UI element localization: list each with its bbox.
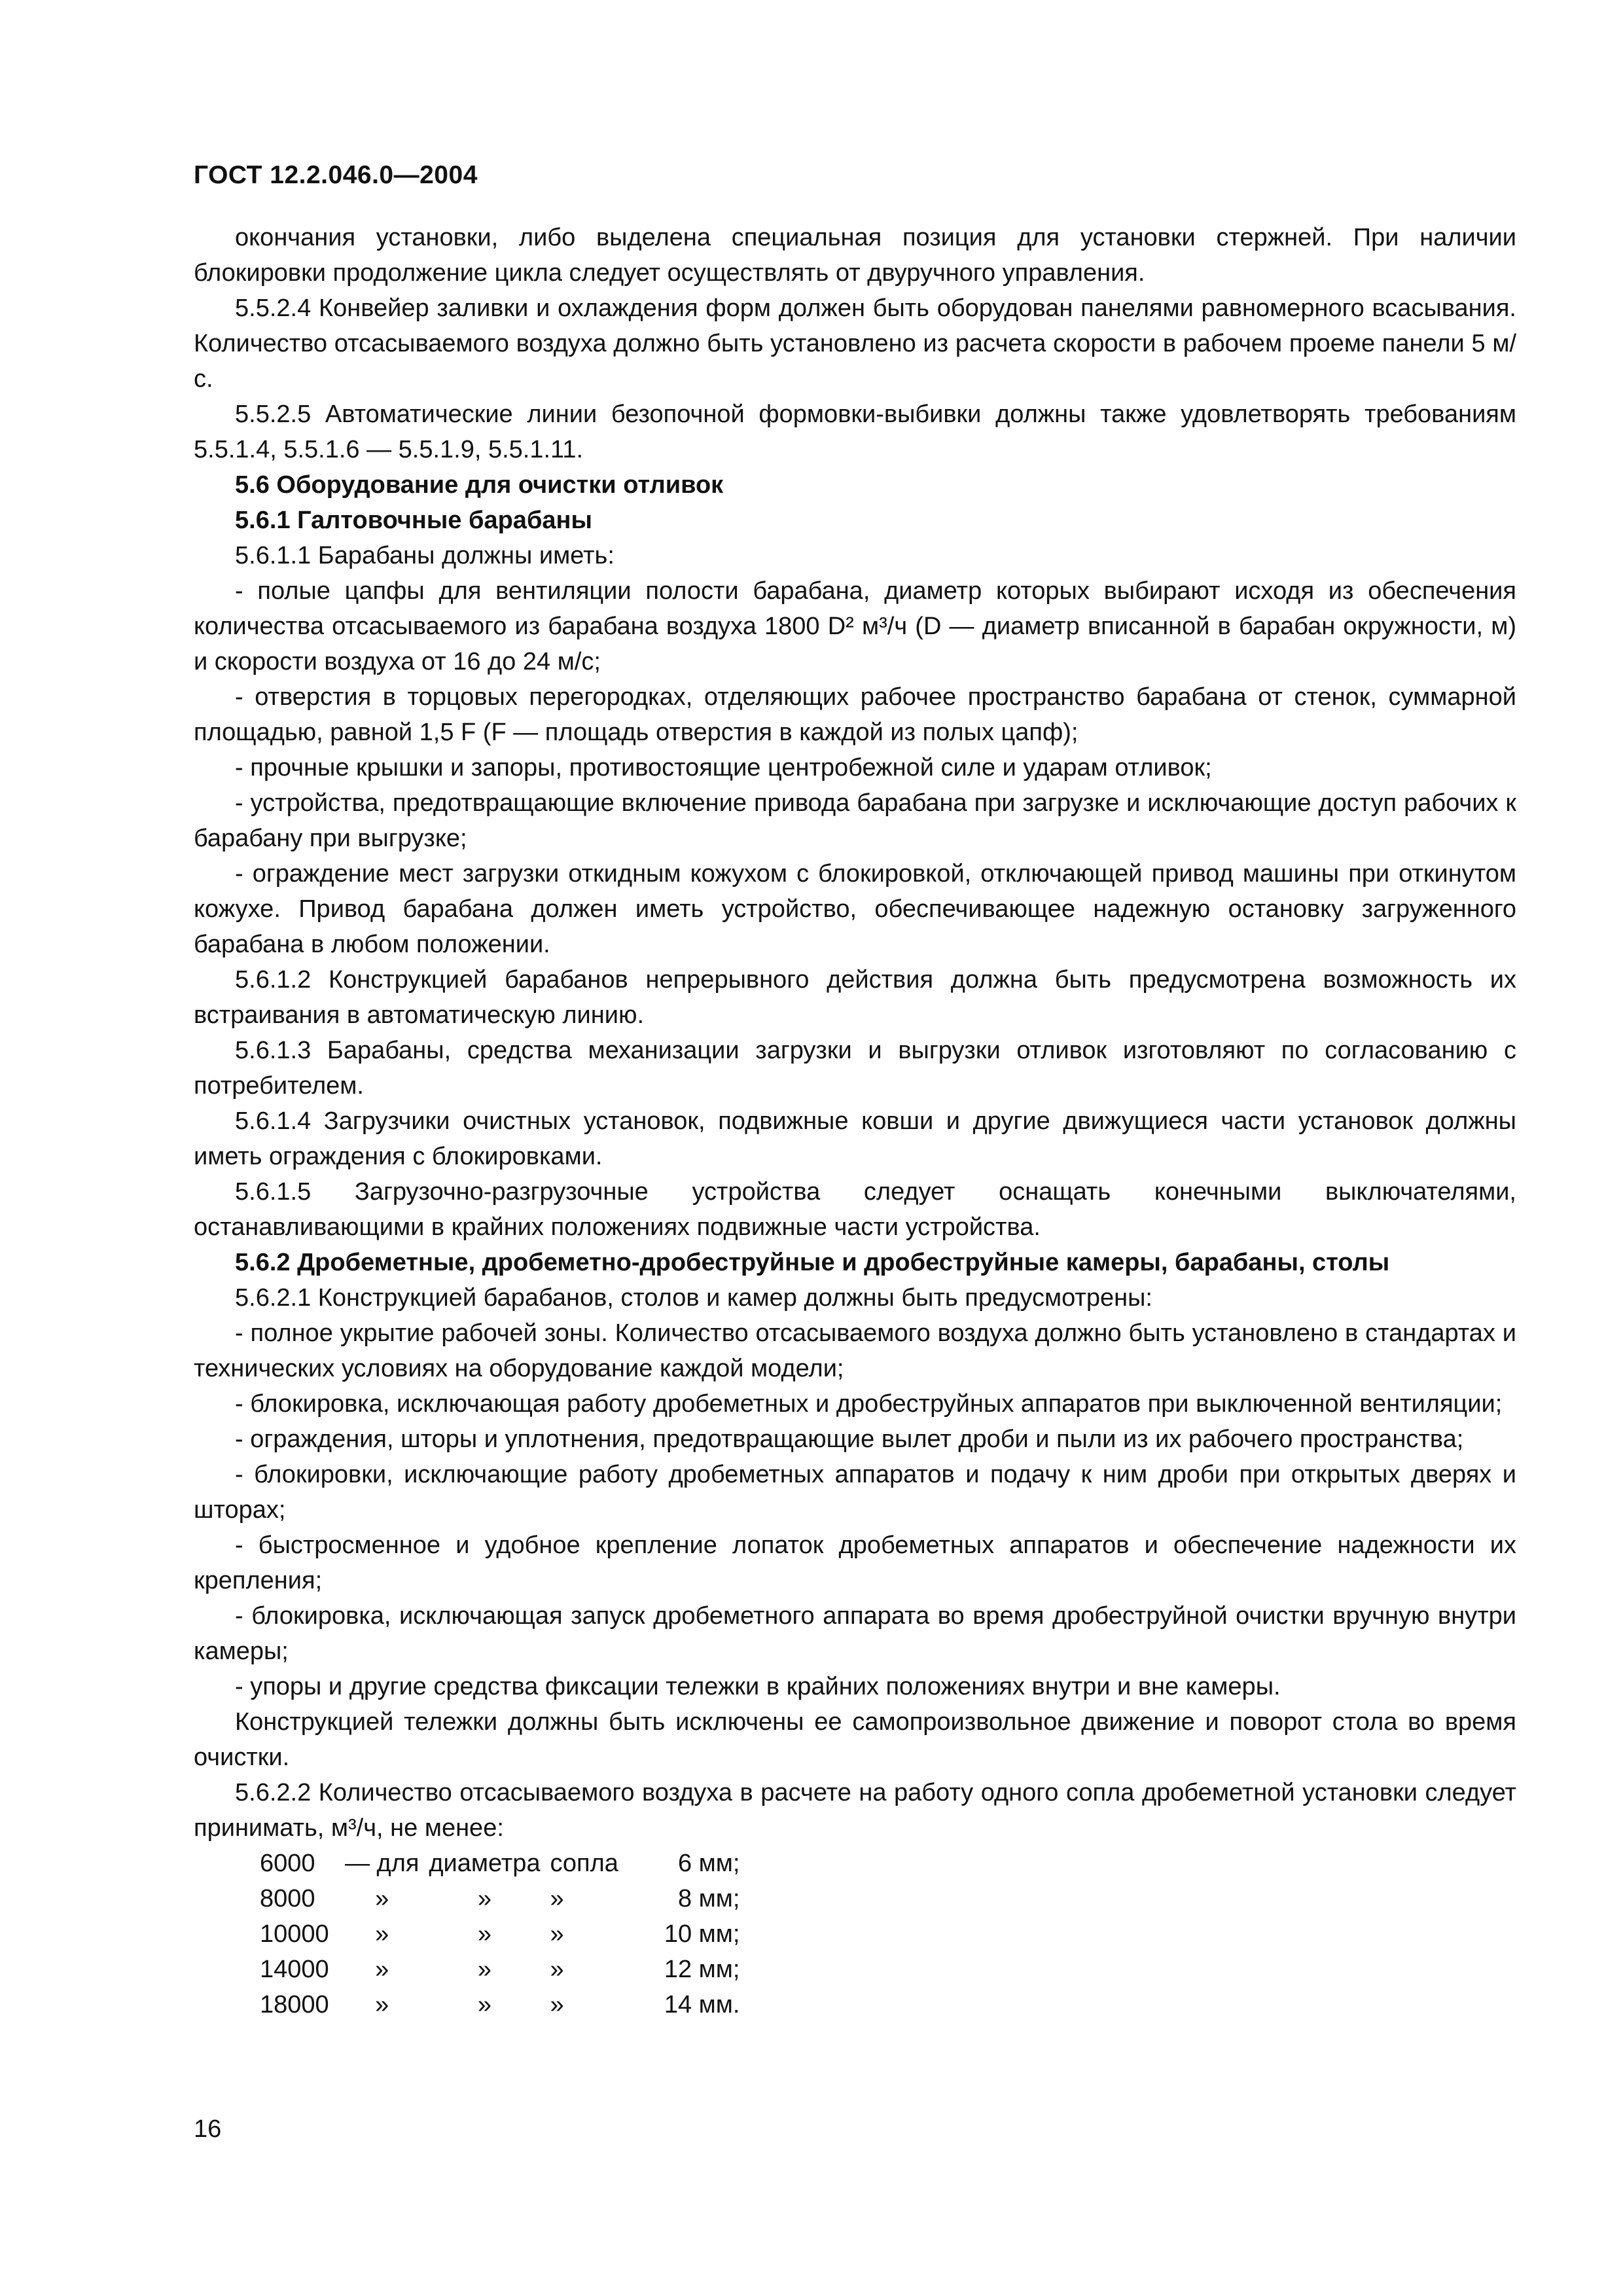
list-item: - устройства, предотвращающие включение привода барабана при загрузке и исключающие доступ рабочих к барабану при выгрузке; (194, 789, 1516, 852)
air-volume-table (260, 1846, 740, 2022)
paragraph-5-6-1-1: 5.6.1.1 Барабаны должны иметь: (235, 542, 615, 569)
paragraph-5-5-2-4: 5.5.2.4 Конвейер заливки и охлаждения форм должен быть оборудован панелями равномерного всасывания. Количество отсасываемого воздуха должно быть установлено из расчета скорости в рабочем проеме панели 5 м/с. (194, 295, 1516, 393)
table-cell: 18000 (260, 1991, 329, 2018)
list-item: - полые цапфы для вентиляции полости барабана, диаметр которых выбирают исходя из обеспечения количества отсасываемого из барабана воздуха 1800 D² м³/ч (D — диаметр вписанной в барабан окружности, м) и скорости воздуха от 16 до 24 м/с; (194, 577, 1516, 675)
table-cell: 6 мм; (677, 1850, 740, 1877)
table-cell: » (550, 1920, 564, 1948)
table-cell: » (550, 1885, 564, 1912)
paragraph-continuation: окончания установки, либо выделена специальная позиция для установки стержней. При наличии блокировки продолжение цикла следует осуществлять от двуручного управления. (194, 224, 1516, 287)
table-cell: диаметра (429, 1850, 541, 1877)
list-item: - блокировки, исключающие работу дробеметных аппаратов и подачу к ним дроби при открытых дверях и шторах; (194, 1461, 1516, 1524)
table-cell: 10 мм; (664, 1920, 740, 1948)
subsection-heading-5-6-1: 5.6.1 Галтовочные барабаны (235, 507, 592, 534)
table-cell: » (375, 1956, 389, 1983)
table-cell: » (550, 1991, 564, 2018)
list-item: - полное укрытие рабочей зоны. Количество отсасываемого воздуха должно быть установлено в стандартах и технических условиях на оборудование каждой модели; (194, 1319, 1516, 1382)
table-cell: » (477, 1991, 492, 2018)
table-cell: » (477, 1956, 492, 1983)
table-cell: 14000 (260, 1956, 329, 1983)
table-row (260, 1881, 740, 1916)
document-header: ГОСТ 12.2.046.0—2004 (194, 161, 478, 189)
list-item: - блокировка, исключающая работу дробеметных и дробеструйных аппаратов при выключенной вентиляции; (235, 1390, 1503, 1418)
page-number: 16 (194, 2115, 222, 2143)
table-cell: 10000 (260, 1920, 329, 1948)
table-row (260, 1916, 740, 1952)
paragraph-trolley: Конструкцией тележки должны быть исключены ее самопроизвольное движение и поворот стола во время очистки. (194, 1708, 1516, 1771)
table-cell: » (477, 1885, 492, 1912)
table-cell: » (375, 1885, 389, 1912)
list-item: - блокировка, исключающая запуск дробеметного аппарата во время дробеструйной очистки вручную внутри камеры; (194, 1602, 1516, 1665)
list-item: - отверстия в торцовых перегородках, отделяющих рабочее пространство барабана от стенок, суммарной площадью, равной 1,5 F (F — площадь отверстия в каждой из полых цапф); (194, 683, 1516, 746)
list-item: - ограждения, шторы и уплотнения, предотвращающие вылет дроби и пыли из их рабочего пространства; (235, 1426, 1464, 1453)
paragraph-5-6-1-4: 5.6.1.4 Загрузчики очистных установок, подвижные ковши и другие движущиеся части установок должны иметь ограждения с блокировками. (194, 1107, 1516, 1170)
list-item: - прочные крышки и запоры, противостоящие центробежной силе и ударам отливок; (235, 754, 1212, 781)
table-cell: » (550, 1956, 564, 1983)
paragraph-5-6-1-3: 5.6.1.3 Барабаны, средства механизации загрузки и выгрузки отливок изготовляют по согласованию с потребителем. (194, 1037, 1516, 1100)
table-cell: 8 мм; (677, 1885, 740, 1912)
section-heading-5-6: 5.6 Оборудование для очистки отливок (235, 471, 724, 499)
table-cell: 8000 (260, 1885, 315, 1912)
subsection-heading-5-6-2: 5.6.2 Дробеметные, дробеметно-дробеструйные и дробеструйные камеры, барабаны, столы (235, 1249, 1390, 1276)
table-cell: сопла (550, 1850, 618, 1877)
paragraph-5-6-2-2: 5.6.2.2 Количество отсасываемого воздуха в расчете на работу одного сопла дробеметной установки следует принимать, м³/ч, не менее: (194, 1779, 1516, 1842)
document-body (194, 220, 1516, 2022)
paragraph-5-6-1-2: 5.6.1.2 Конструкцией барабанов непрерывного действия должна быть предусмотрена возможность их встраивания в автоматическую линию. (194, 966, 1516, 1029)
table-row (260, 1952, 740, 1987)
table-cell: 12 мм; (664, 1956, 740, 1983)
table-cell: 6000 (260, 1850, 315, 1877)
list-item: - быстросменное и удобное крепление лопаток дробеметных аппаратов и обеспечение надежности их крепления; (194, 1532, 1516, 1594)
table-cell: 14 мм. (664, 1991, 740, 2018)
table-cell: — для (345, 1850, 419, 1877)
list-item: - ограждение мест загрузки откидным кожухом с блокировкой, отключающей привод машины при откинутом кожухе. Привод барабана должен иметь устройство, обеспечивающее надежную остановку загруженного барабана в любом положении. (194, 860, 1516, 958)
list-item: - упоры и другие средства фиксации тележки в крайних положениях внутри и вне камеры. (235, 1673, 1281, 1700)
paragraph-5-6-1-5: 5.6.1.5 Загрузочно-разгрузочные устройства следует оснащать конечными выключателями, останавливающими в крайних положениях подвижные части устройства. (194, 1178, 1516, 1241)
table-cell: » (375, 1991, 389, 2018)
table-row (260, 1987, 740, 2022)
table-cell: » (477, 1920, 492, 1948)
paragraph-5-6-2-1: 5.6.2.1 Конструкцией барабанов, столов и камер должны быть предусмотрены: (235, 1284, 1152, 1312)
table-row (260, 1846, 740, 1881)
table-cell: » (375, 1920, 389, 1948)
paragraph-5-5-2-5: 5.5.2.5 Автоматические линии безопочной формовки-выбивки должны также удовлетворять требованиям 5.5.1.4, 5.5.1.6 — 5.5.1.9, 5.5.1.11. (194, 401, 1516, 463)
